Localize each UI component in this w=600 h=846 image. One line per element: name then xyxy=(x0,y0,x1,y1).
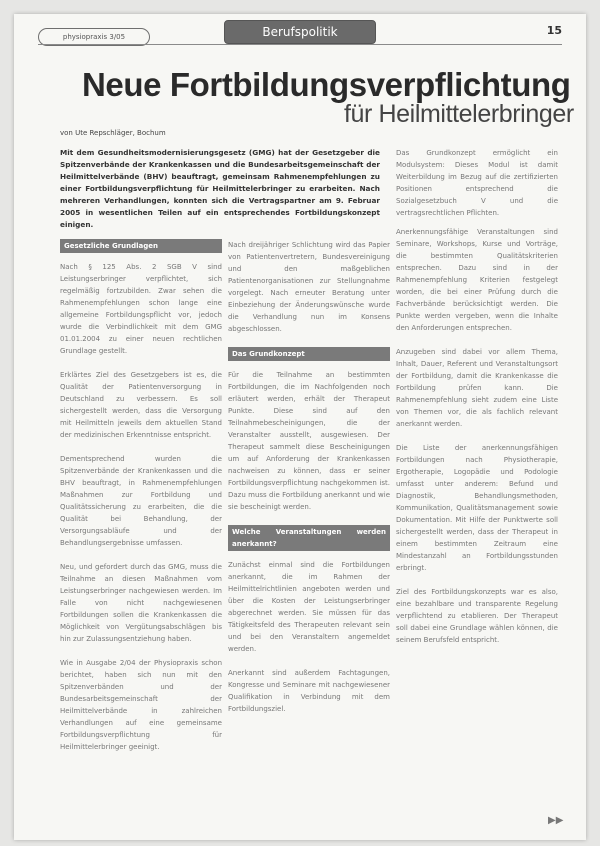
magazine-page xyxy=(14,14,586,840)
section-heading: Welche Veranstaltungen werden anerkannt? xyxy=(228,525,390,551)
article-subtitle: für Heilmittelerbringer xyxy=(344,100,574,128)
right-intro: Das Grundkonzept ermöglicht ein Modulsystem: Dieses Modul ist damit Weiterbildung im Bezug auf die zertifizierten Positionen entsprechend die Sozialgesetzbuch V und die vertragsrechtlichen Pflichten. xyxy=(396,149,558,217)
journal-label: physiopraxis 3/05 xyxy=(38,28,150,46)
paragraph: Erklärtes Ziel des Gesetzgebers ist es, die Qualität der Patientenversorgung in Deutschland zu verbessern. Es soll sichergestellt werden, dass die Versorgung mit Heilmitteln jeweils dem aktuellen Stand der medizinischen Erkenntnisse entspricht. xyxy=(60,371,222,439)
paragraph: Nach dreijähriger Schlichtung wird das Papier von Patientenvertretern, Bundesvereinigung und den maßgeblichen Patientenorganisationen zur Stellungnahme vorgelegt. Nach erneuter Beratung unter Einbeziehung der Änderungswünsche wurde die Verhandlung nun im Konsens abgeschlossen. xyxy=(228,241,390,333)
paragraph: Wie in Ausgabe 2/04 der Physiopraxis schon berichtet, haben sich nun mit den Spitzenverbänden und der Bundesarbeitsgemeinschaft der Heilmittelverbände in zahlreichen Verhandlungen auf eine gemeinsame Fortbildungsverpflichtung für Heilmittelerbringer geeinigt. xyxy=(60,659,222,751)
page-header xyxy=(14,14,586,60)
paragraph: Ziel des Fortbildungskonzepts war es also, eine bezahlbare und transparente Regelung verpflichtend zu etablieren. Der Therapeut soll dabei eine Grundlage wählen können, die seinem Berufsfeld entspricht. xyxy=(396,588,558,644)
paragraph: Zunächst einmal sind die Fortbildungen anerkannt, die im Rahmen der Heilmittelrichtlinien angeboten werden und über die Kosten der Leistungserbringer abgerechnet werden. Sie müssen für das Tätigkeitsfeld des Therapeuten relevant sein und bei den Veranstaltern angemeldet werden. xyxy=(228,561,390,653)
paragraph: Die Liste der anerkennungsfähigen Fortbildungen nach Physiotherapie, Ergotherapie, Logopädie und Podologie umfasst unter anderem: Befund und Diagnostik, Behandlungsmethoden, Kommunikation, Qualitätsmanagement sowie Dokumentation. Mit Hilfe der Punktwerte soll sichergestellt werden, dass der Therapeut in einem bestimmten Zeitraum eine Mindestanzahl an Fortbildungsstunden erbringt. xyxy=(396,444,558,572)
section-heading: Gesetzliche Grundlagen xyxy=(60,239,222,253)
text-column-3 xyxy=(396,226,558,658)
article-author: von Ute Repschläger, Bochum xyxy=(60,129,166,137)
paragraph: Nach § 125 Abs. 2 SGB V sind Leistungserbringer verpflichtet, sich regelmäßig fortzubilden. Zwar sehen die Rahmenempfehlungen schon lange eine allgemeine Fortbildungspflicht vor, jedoch wurde die Verbindlichkeit mit dem GMG 01.01.2004 zu einer neuen rechtlichen Grundlage gestellt. xyxy=(60,263,222,355)
text-column-1 xyxy=(60,239,222,765)
article-intro: Mit dem Gesundheitsmodernisierungsgesetz (GMG) hat der Gesetzgeber die Spitzenverbände der Krankenkassen und die Bundesarbeitsgemeinschaft der Heilmittelverbände (BHV) beauftragt, gemeinsam Rahmenempfehlungen zu einer Fortbildungsverpflichtung für Heilmittelerbringer zu erarbeiten. Nach mehreren Verhandlungen, konnten sich die Vertragspartner am 9. Februar 2005 in wesentlichen Teilen auf ein entsprechendes Fortbildungskonzept einigen. xyxy=(60,148,380,229)
paragraph: Anerkennungsfähige Veranstaltungen sind Seminare, Workshops, Kurse und Vorträge, die bestimmten Qualitätskriterien entsprechen. Dazu sind in der Rahmenempfehlung Kriterien festgelegt worden, die bei einer Prüfung durch die Fachverbände berücksichtigt werden. Die Punkte werden vergeben, wenn die Inhalte den Anforderungen entsprechen. xyxy=(396,228,558,332)
paragraph: Anzugeben sind dabei vor allem Thema, Inhalt, Dauer, Referent und Veranstaltungsort der Fortbildung, damit die Krankenkasse die Fortbildung prüfen kann. Die Rahmenempfehlung sieht zudem eine Liste von Themen vor, die als fachlich relevant anerkannt werden. xyxy=(396,348,558,428)
continue-arrows-icon: ▶▶ xyxy=(548,815,564,826)
article-title: Neue Fortbildungsverpflichtung xyxy=(82,66,571,103)
section-tab: Berufspolitik xyxy=(224,20,376,44)
header-divider xyxy=(38,44,562,45)
text-column-2 xyxy=(228,239,390,727)
paragraph: Für die Teilnahme an bestimmten Fortbildungen, die im Nachfolgenden noch erläutert werden, erhält der Therapeut Punkte. Diese sind auf den Teilnahmebescheinigungen, die der Veranstalter ausstellt, ausgewiesen. Der Therapeut sammelt diese Bescheinigungen um auf Anforderung der Krankenkassen nachweisen zu können, dass er seiner Fortbildungsverpflichtung nachgekommen ist. Dazu muss die Fortbildung anerkannt und wie sie bescheinigt werden. xyxy=(228,371,390,511)
page-number: 15 xyxy=(546,24,562,37)
section-heading: Das Grundkonzept xyxy=(228,347,390,361)
paragraph: Anerkannt sind außerdem Fachtagungen, Kongresse und Seminare mit nachgewiesener Qualifikation in Verbindung mit dem Fortbildungsziel. xyxy=(228,669,390,713)
paragraph: Dementsprechend wurden die Spitzenverbände der Krankenkassen und die BHV beauftragt, in Rahmenempfehlungen Maßnahmen zur Fortbildung und Qualitätssicherung zu erarbeiten, die die Qualität bei Behandlung, der Versorgungsabläufe und der Behandlungsergebnisse umfassen. xyxy=(60,455,222,547)
paragraph: Neu, und gefordert durch das GMG, muss die Teilnahme an diesen Maßnahmen vom Leistungserbringer nachgewiesen werden. Im Falle von nicht nachgewiesenen Fortbildungen sollen die Krankenkassen die Möglichkeit von Vergütungsabschlägen bis hin zur Zulassungsentziehung haben. xyxy=(60,563,222,643)
